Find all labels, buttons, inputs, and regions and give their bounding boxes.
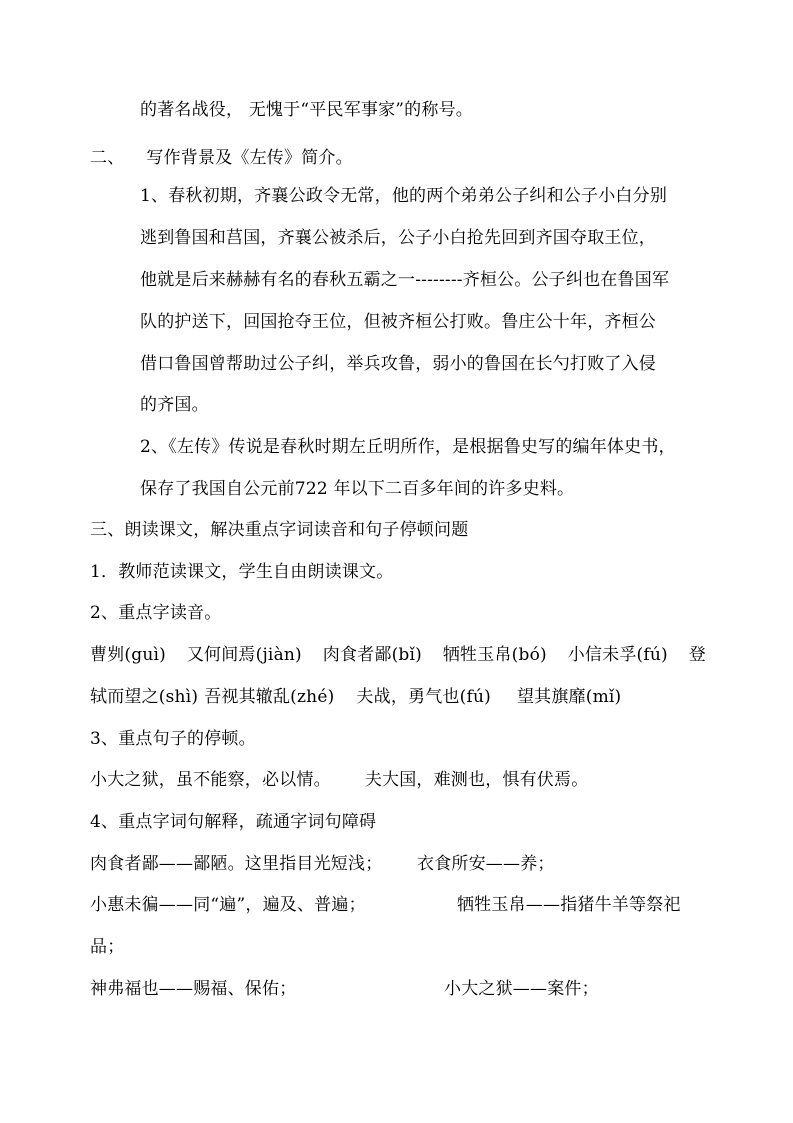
section-heading-3: 三、朗读课文，解决重点字词读音和句子停顿问题: [90, 520, 469, 540]
pronunciation-row-1: [90, 645, 706, 665]
definition-item: 小大之狱——案件；: [444, 979, 599, 999]
pronunciation-item: 望其旗靡(mǐ): [516, 687, 622, 707]
pronunciation-item: 曹刿(guì): [90, 645, 166, 665]
text-line-12: 1．教师范读课文，学生自由朗读课文。: [90, 562, 394, 582]
definition-item: 牺牲玉帛——指猪牛羊等祭祀: [457, 895, 681, 915]
text-line-1: 的著名战役， 无愧于“平民军事家”的称号。: [140, 100, 473, 120]
definition-row-1: [90, 854, 555, 874]
text-line-13: 2、重点字读音。: [90, 603, 222, 623]
pronunciation-row-2: [90, 687, 621, 707]
pronunciation-item: 吾视其辙乱(zhé): [204, 687, 335, 707]
definition-item: 衣食所安——养；: [417, 854, 555, 874]
pronunciation-item: 牺牲玉帛(bó): [442, 645, 547, 665]
text-line-9: 2、《左传》传说是春秋时期左丘明所作，是根据鲁史写的编年体史书，: [140, 437, 676, 457]
definition-row-2: [90, 895, 681, 915]
text-line-5: 他就是后来赫赫有名的春秋五霸之一--------齐桓公。公子纠也在鲁国军: [140, 270, 670, 290]
text-line-7: 借口鲁国曾帮助过公子纠，举兵攻鲁，弱小的鲁国在长勺打败了入侵: [140, 354, 656, 374]
definition-item: 肉食者鄙——鄙陋。这里指目光短浅；: [90, 854, 383, 874]
section-heading-2: [90, 148, 353, 168]
pronunciation-item: 轼而望之(shì): [90, 687, 199, 707]
pronunciation-item: 登: [688, 645, 706, 665]
pause-example: 小大之狱，虽不能察，必以情。: [90, 770, 331, 790]
section-heading-4: 4、重点字词句解释，疏通字词句障碍: [90, 812, 377, 832]
definition-item: 小惠未徧——同“遍”，遍及、普遍；: [90, 895, 366, 915]
pause-example-row: [90, 770, 588, 790]
definition-row-3: [90, 979, 599, 999]
text-line-4: 逃到鲁国和莒国，齐襄公被杀后，公子小白抢先回到齐国夺取王位，: [140, 228, 656, 248]
definition-item: 神弗福也——赐福、保佑；: [90, 979, 297, 999]
section-number: 二、: [90, 148, 125, 168]
pronunciation-item: 肉食者鄙(bǐ): [322, 645, 422, 665]
section-title: 写作背景及《左传》简介。: [146, 148, 353, 168]
text-line-8: 的齐国。: [140, 395, 209, 415]
text-line-6: 队的护送下，回国抢夺王位，但被齐桓公打败。鲁庄公十年，齐桓公: [140, 312, 656, 332]
pronunciation-item: 又何间焉(jiàn): [186, 645, 302, 665]
text-line-3: 1、春秋初期，齐襄公政令无常，他的两个弟弟公子纠和公子小白分别: [140, 186, 668, 206]
pronunciation-item: 夫战，勇气也(fú): [356, 687, 491, 707]
text-line-16: 3、重点句子的停顿。: [90, 729, 256, 749]
text-line-21: 品；: [90, 937, 125, 957]
pronunciation-item: 小信未孚(fú): [567, 645, 668, 665]
pause-example: 夫大国，难测也，惧有伏焉。: [364, 770, 589, 790]
text-line-10: 保存了我国自公元前722 年以下二百多年间的许多史料。: [140, 479, 575, 499]
